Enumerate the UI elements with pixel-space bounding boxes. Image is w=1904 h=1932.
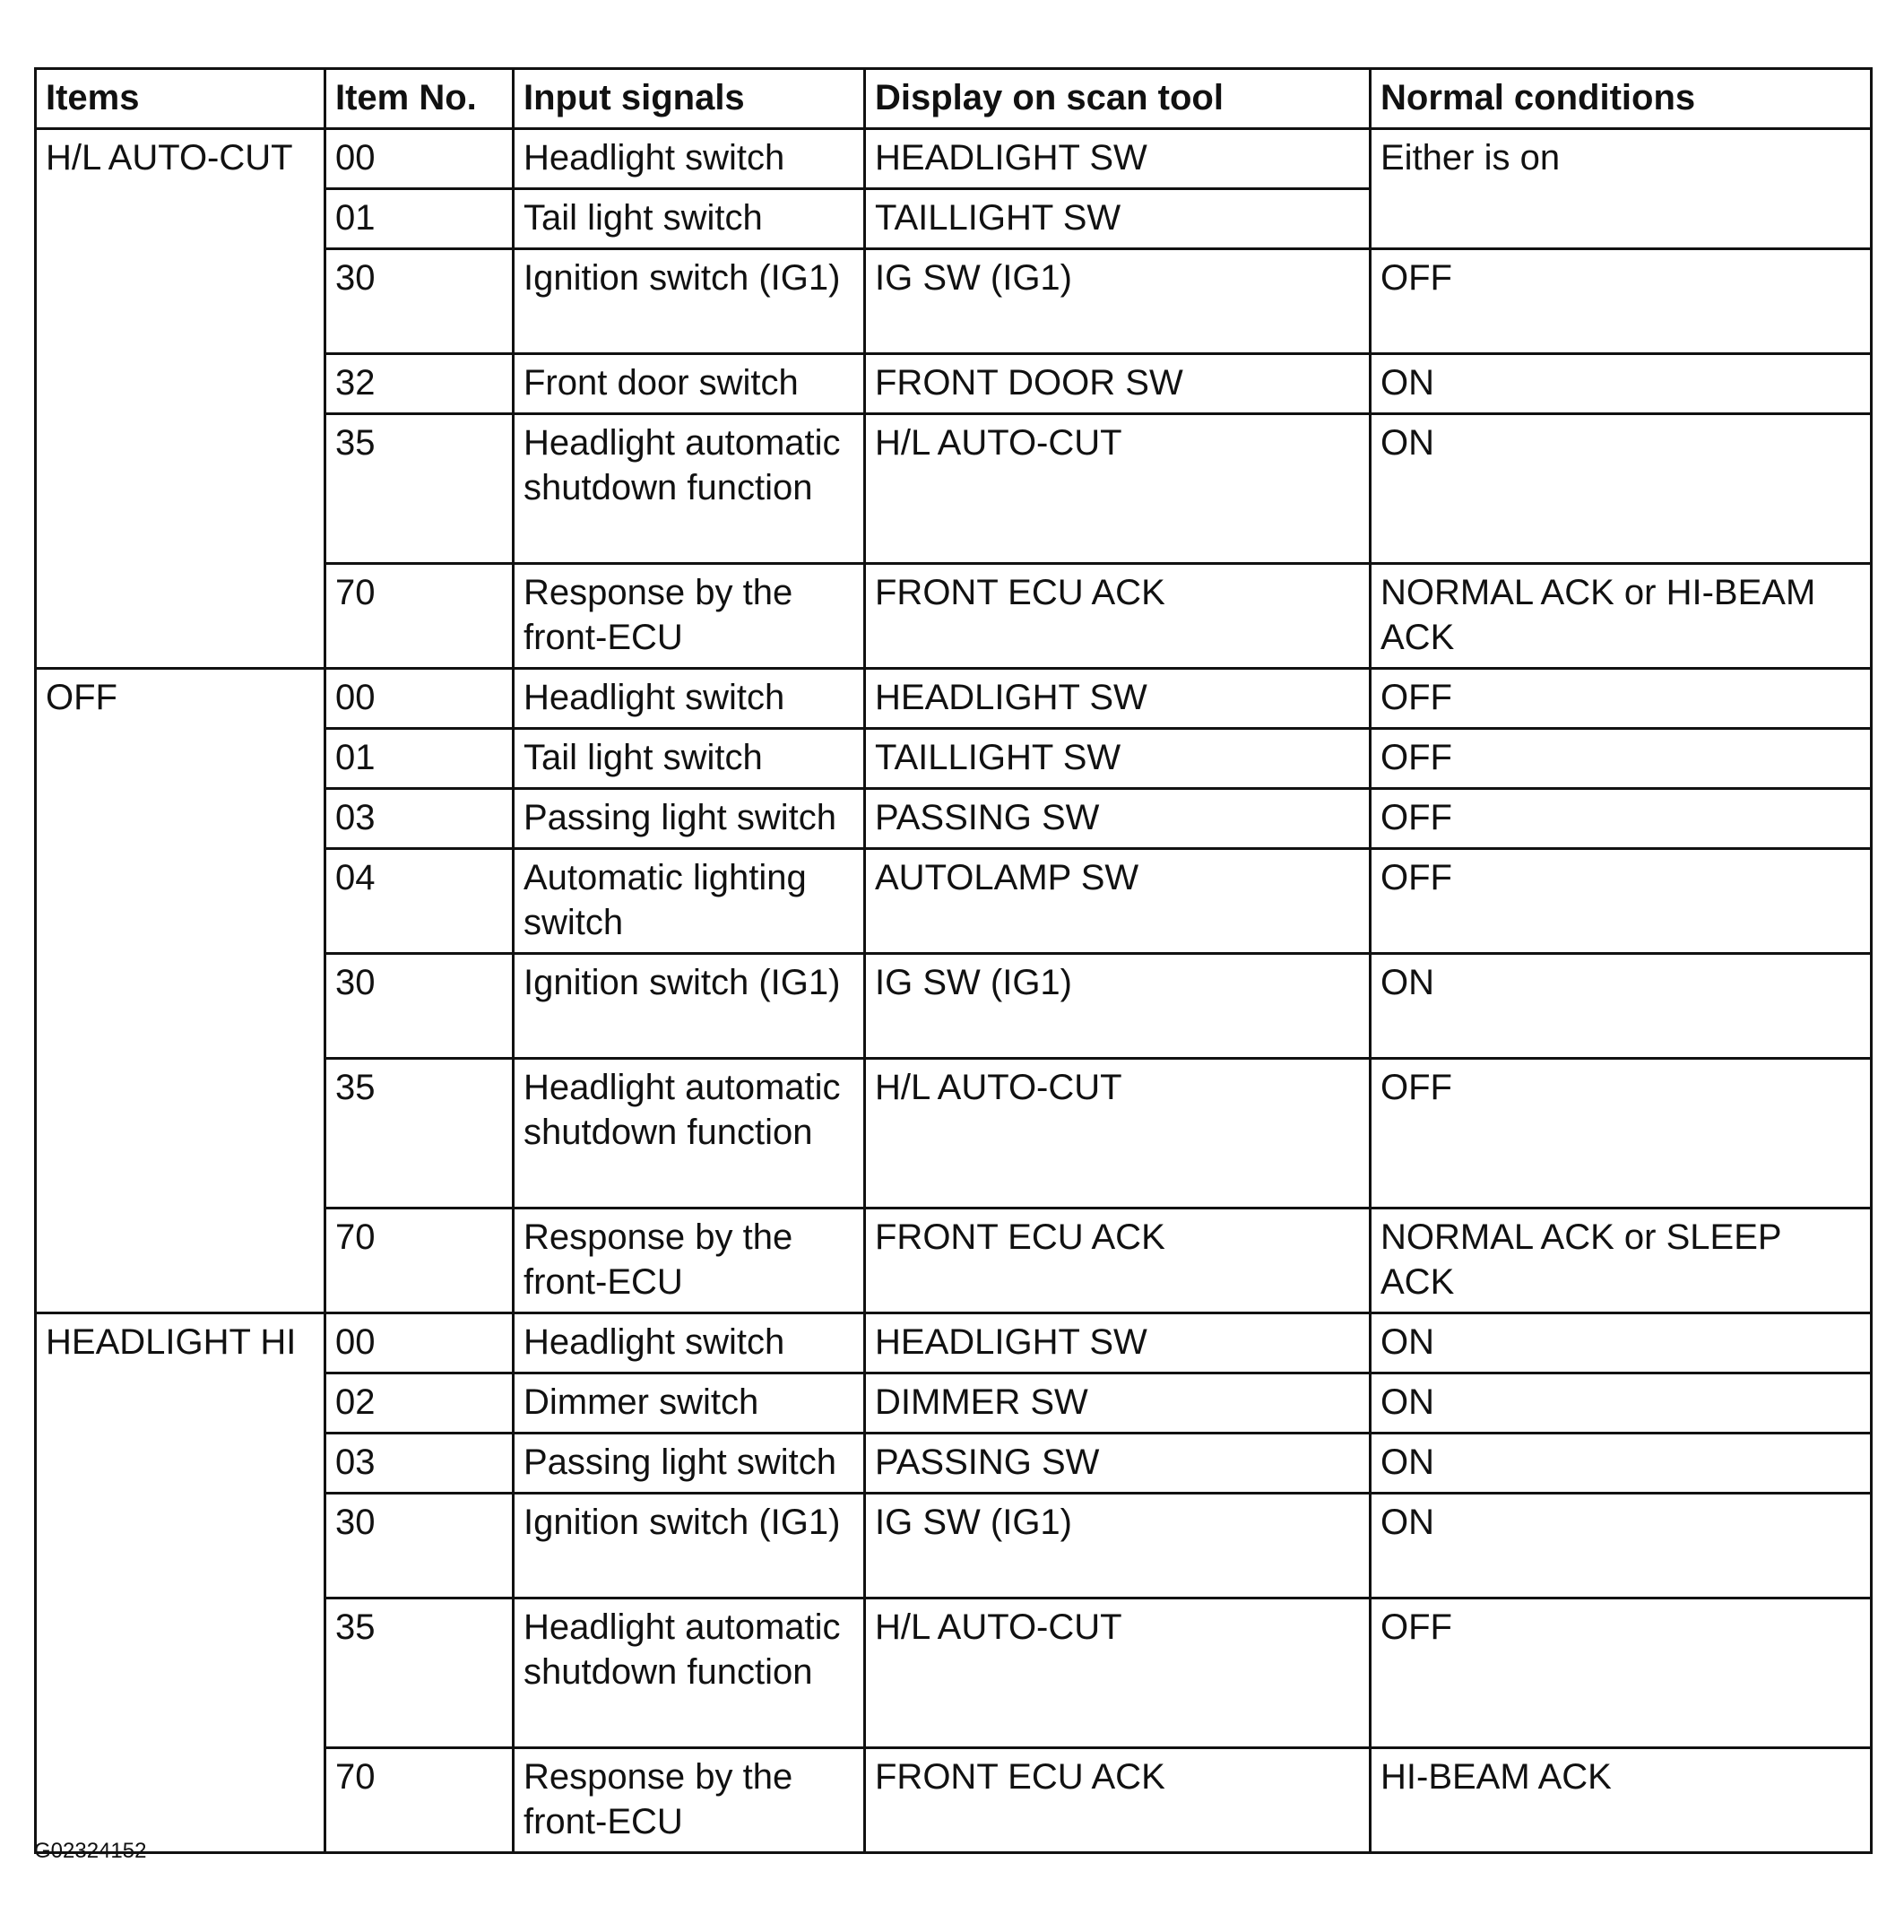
normal-condition-cell: OFF [1371,1598,1872,1748]
normal-condition-cell: ON [1371,354,1872,414]
header-normal-conditions: Normal conditions [1371,69,1872,129]
display-cell: FRONT ECU ACK [865,1748,1371,1853]
display-cell: FRONT ECU ACK [865,1209,1371,1313]
input-signal-cell: Ignition switch (IG1) [514,249,865,354]
input-signal-cell: Ignition switch (IG1) [514,1494,865,1598]
display-cell: AUTOLAMP SW [865,849,1371,954]
input-signal-cell: Passing light switch [514,789,865,849]
normal-condition-cell: OFF [1371,729,1872,789]
table-row [36,669,1872,729]
item-no-cell: 03 [325,1434,514,1494]
item-no-cell: 70 [325,1209,514,1313]
display-cell: HEADLIGHT SW [865,129,1371,189]
item-no-cell: 01 [325,189,514,249]
data-list-table [34,67,1873,1854]
item-no-cell: 35 [325,1598,514,1748]
header-input-signals: Input signals [514,69,865,129]
diagnostic-table-sheet [34,67,1870,1854]
input-signal-cell: Headlight automatic shutdown function [514,414,865,564]
item-no-cell: 35 [325,1059,514,1209]
display-cell: DIMMER SW [865,1373,1371,1434]
display-cell: IG SW (IG1) [865,954,1371,1059]
item-cell: OFF [36,669,325,1313]
display-cell: H/L AUTO-CUT [865,1598,1371,1748]
input-signal-cell: Dimmer switch [514,1373,865,1434]
input-signal-cell: Automatic lighting switch [514,849,865,954]
item-no-cell: 03 [325,789,514,849]
input-signal-cell: Tail light switch [514,729,865,789]
normal-condition-cell: OFF [1371,249,1872,354]
display-cell: IG SW (IG1) [865,1494,1371,1598]
item-no-cell: 70 [325,564,514,669]
normal-condition-cell: ON [1371,1313,1872,1373]
display-cell: PASSING SW [865,1434,1371,1494]
normal-condition-cell: HI-BEAM ACK [1371,1748,1872,1853]
normal-condition-cell: OFF [1371,669,1872,729]
normal-condition-cell: NORMAL ACK or SLEEP ACK [1371,1209,1872,1313]
item-no-cell: 01 [325,729,514,789]
normal-condition-cell: ON [1371,1373,1872,1434]
input-signal-cell: Tail light switch [514,189,865,249]
normal-condition-cell: ON [1371,954,1872,1059]
normal-condition-cell: OFF [1371,1059,1872,1209]
item-no-cell: 70 [325,1748,514,1853]
input-signal-cell: Response by the front-ECU [514,564,865,669]
input-signal-cell: Headlight switch [514,129,865,189]
normal-condition-cell: NORMAL ACK or HI-BEAM ACK [1371,564,1872,669]
input-signal-cell: Response by the front-ECU [514,1209,865,1313]
normal-condition-cell: ON [1371,414,1872,564]
display-cell: FRONT DOOR SW [865,354,1371,414]
display-cell: IG SW (IG1) [865,249,1371,354]
display-cell: H/L AUTO-CUT [865,1059,1371,1209]
display-cell: TAILLIGHT SW [865,729,1371,789]
input-signal-cell: Response by the front-ECU [514,1748,865,1853]
item-no-cell: 32 [325,354,514,414]
table-row [36,129,1872,189]
header-row [36,69,1872,129]
input-signal-cell: Headlight switch [514,669,865,729]
item-no-cell: 04 [325,849,514,954]
normal-condition-cell: OFF [1371,849,1872,954]
input-signal-cell: Headlight automatic shutdown function [514,1059,865,1209]
display-cell: PASSING SW [865,789,1371,849]
item-no-cell: 00 [325,129,514,189]
header-item-no: Item No. [325,69,514,129]
normal-condition-cell: OFF [1371,789,1872,849]
item-no-cell: 30 [325,954,514,1059]
normal-condition-cell: ON [1371,1494,1872,1598]
display-cell: FRONT ECU ACK [865,564,1371,669]
item-no-cell: 35 [325,414,514,564]
item-no-cell: 02 [325,1373,514,1434]
figure-id-label: G02324152 [34,1839,147,1863]
item-no-cell: 30 [325,1494,514,1598]
normal-condition-cell: Either is on [1371,129,1872,249]
header-items: Items [36,69,325,129]
header-display-on-scan-tool: Display on scan tool [865,69,1371,129]
normal-condition-cell: ON [1371,1434,1872,1494]
input-signal-cell: Ignition switch (IG1) [514,954,865,1059]
item-no-cell: 00 [325,1313,514,1373]
display-cell: H/L AUTO-CUT [865,414,1371,564]
input-signal-cell: Headlight switch [514,1313,865,1373]
display-cell: HEADLIGHT SW [865,669,1371,729]
item-no-cell: 00 [325,669,514,729]
input-signal-cell: Passing light switch [514,1434,865,1494]
item-cell: HEADLIGHT HI [36,1313,325,1853]
input-signal-cell: Front door switch [514,354,865,414]
item-cell: H/L AUTO-CUT [36,129,325,669]
input-signal-cell: Headlight automatic shutdown function [514,1598,865,1748]
item-no-cell: 30 [325,249,514,354]
table-row [36,1313,1872,1373]
display-cell: HEADLIGHT SW [865,1313,1371,1373]
display-cell: TAILLIGHT SW [865,189,1371,249]
